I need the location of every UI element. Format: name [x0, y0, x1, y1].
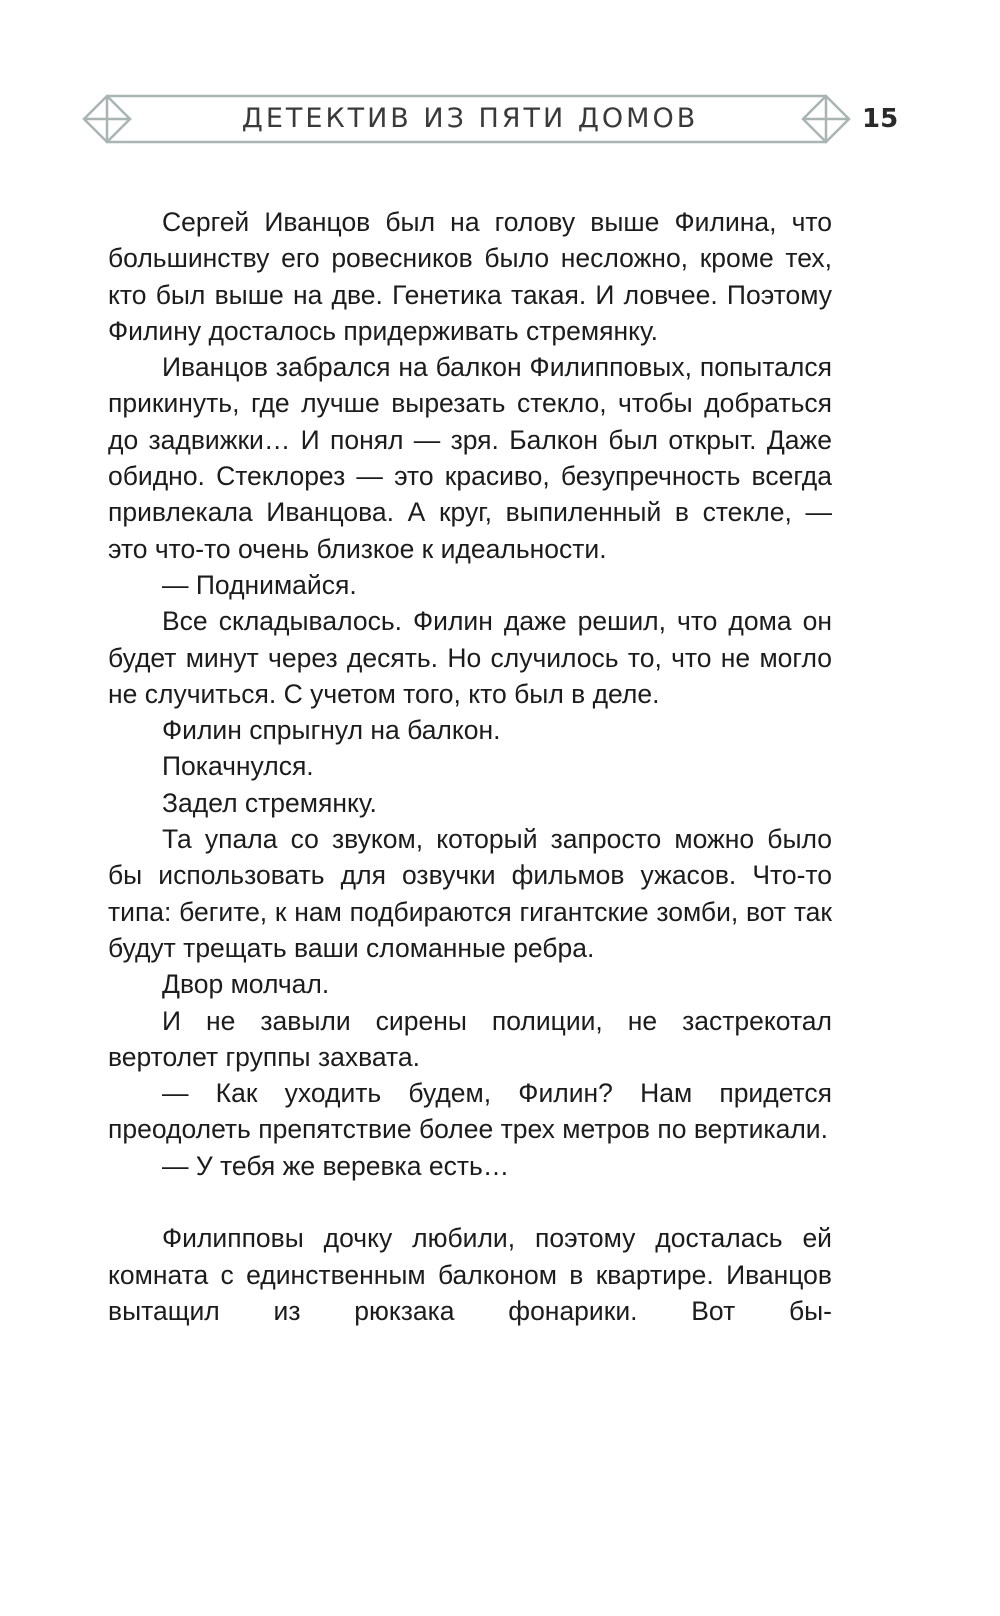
paragraph: Задел стремянку.: [162, 787, 377, 818]
paragraph: Двор молчал.: [162, 969, 330, 1000]
paragraph: Филипповы дочку любили, поэтому досталась ей комната с единственным балконом в квартире. Иванцов вытащил из рюкзака фонарики. Вот бы-: [108, 1223, 832, 1326]
paragraph: Сергей Иванцов был на голову выше Филина, что большинству его ровесников было несложно, кроме тех, кто был выше на две. Генетика такая. И ловчее. Поэтому Филину досталось придерживать стремянку.: [108, 207, 832, 346]
paragraph: — Как уходить будем, Филин? Нам придется преодолеть препятствие более трех метров по вертикали.: [108, 1078, 832, 1145]
paragraph: И не завыли сирены полиции, не застрекотал вертолет группы захвата.: [108, 1005, 832, 1072]
paragraph: — Поднимайся.: [162, 569, 357, 600]
running-header: [0, 0, 1000, 170]
page-number: 15: [862, 104, 899, 134]
paragraph: Все складывалось. Филин даже решил, что дома он будет минут через десять. Но случилось то, что не могло не случиться. С учетом того, кто был в деле.: [108, 606, 832, 709]
paragraph: Та упала со звуком, который запросто можно было бы использовать для озвучки фильмов ужасов. Что-то типа: бегите, к нам подбираются гигантские зомби, вот так будут трещать ваши сломанные ребра.: [108, 824, 832, 963]
paragraph: Филин спрыгнул на балкон.: [162, 715, 501, 746]
paragraph: Покачнулся.: [162, 751, 314, 782]
paragraph: Иванцов забрался на балкон Филипповых, попытался прикинуть, где лучше вырезать стекло, чтобы добраться до задвижки… И понял — зря. Балкон был открыт. Даже обидно. Стеклорез — это красиво, безупречность всегда привлекала Иванцова. А круг, выпиленный в стекле, — это что-то очень близкое к идеальности.: [108, 352, 832, 564]
body-text: [108, 204, 832, 1329]
running-title: ДЕТЕКТИВ ИЗ ПЯТИ ДОМОВ: [241, 103, 699, 134]
header-frame: [0, 0, 1000, 170]
paragraph: — У тебя же веревка есть…: [162, 1150, 510, 1181]
section-break: [108, 1184, 832, 1220]
